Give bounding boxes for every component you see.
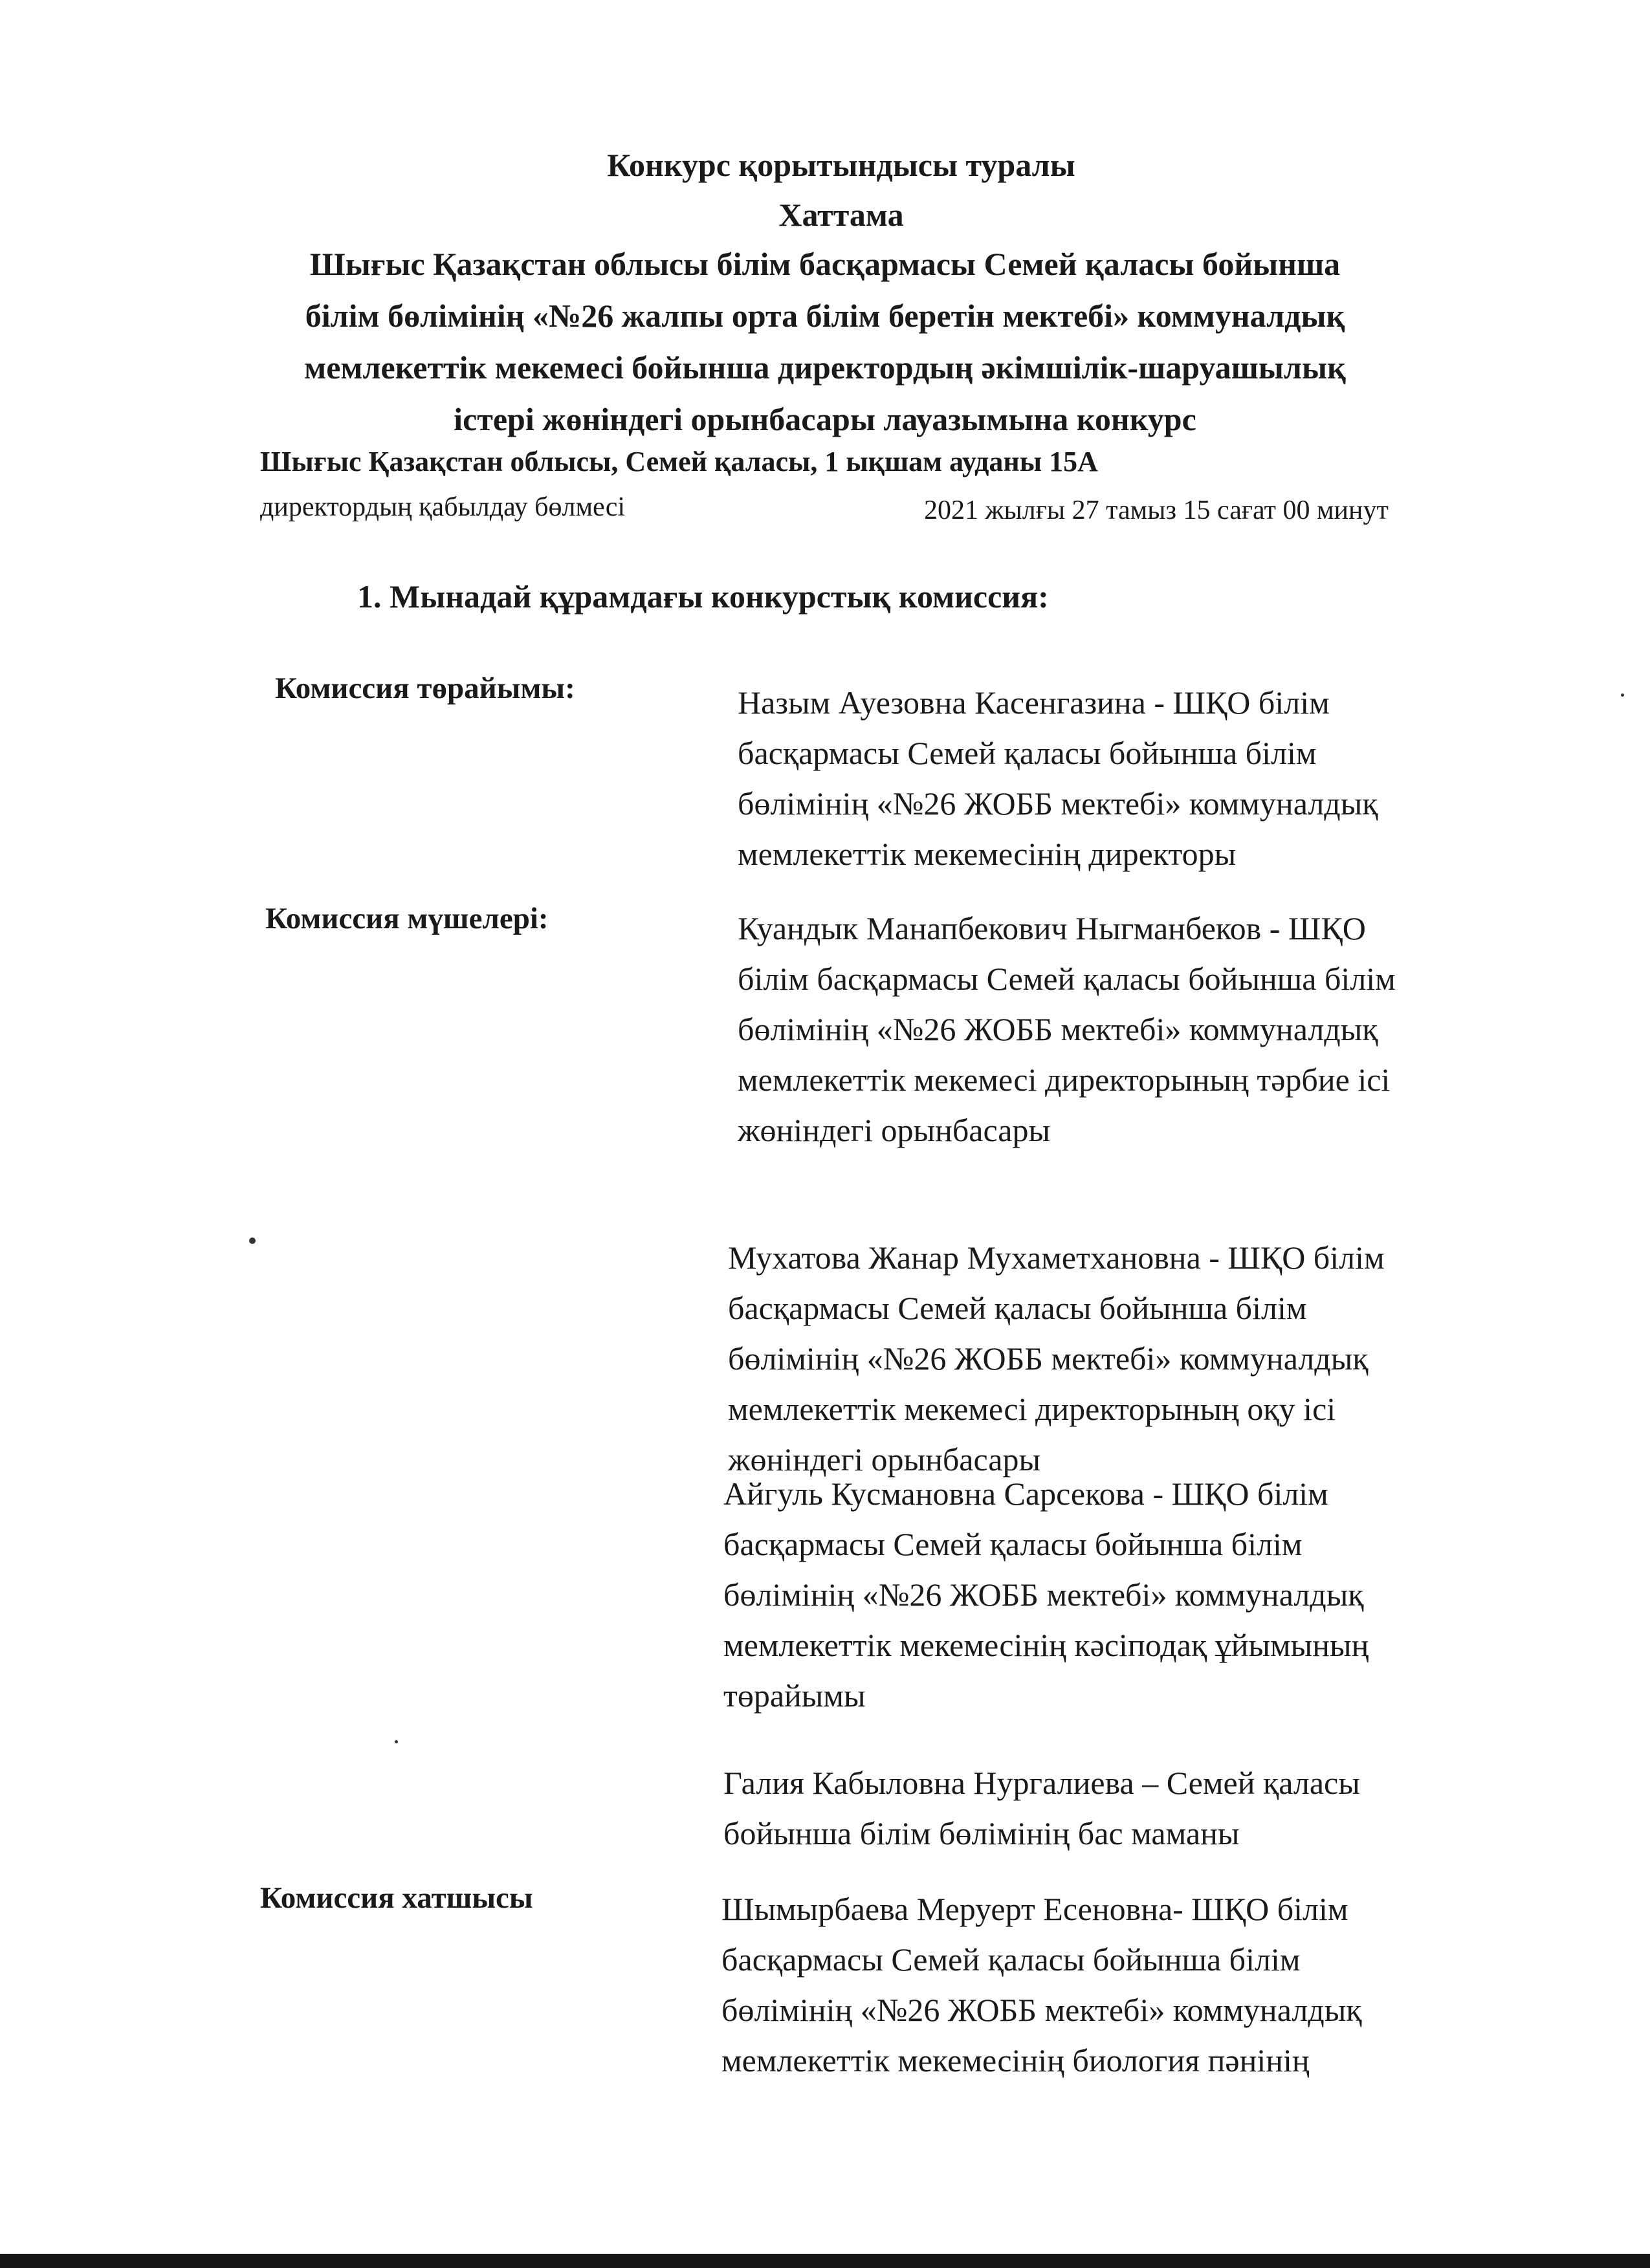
entry-line: Назым Ауезовна Касенгазина - ШҚО білім (738, 684, 1330, 721)
heading-line: Шығыс Қазақстан облысы білім басқармасы Семей қаласы бойынша (309, 246, 1341, 282)
member-entry (728, 1232, 1569, 1485)
meeting-datetime: 2021 жылғы 27 тамыз 15 сағат 00 минут (924, 496, 1389, 525)
address: Шығыс Қазақстан облысы, Семей қаласы, 1 ықшам ауданы 15А (260, 446, 1098, 477)
heading-line: істері жөніндегі орынбасары лауазымына конкурс (454, 401, 1196, 437)
entry-line: жөніндегі орынбасары (728, 1441, 1041, 1477)
section-title: 1. Мынадай құрамдағы конкурстық комиссия: (357, 578, 1049, 615)
entry-line: басқармасы Семей қаласы бойынша білім (723, 1526, 1303, 1562)
entry-line: бөлімінің «№26 ЖОББ мектебі» коммуналдық (738, 785, 1378, 822)
entry-line: Айгуль Кусмановна Сарсекова - ШҚО білім (723, 1476, 1328, 1512)
entry-line: мемлекеттік мекемесі директорының оқу ісі (728, 1391, 1336, 1427)
entry-line: мемлекеттік мекемесінің биология пәнінің (721, 2042, 1310, 2078)
secretary-entry (721, 1884, 1563, 2086)
scan-edge (0, 2254, 1650, 2268)
meeting-room: директордың қабылдау бөлмесі (260, 492, 626, 522)
heading-line: білім бөлімінің «№26 жалпы орта білім беретін мектебі» коммуналдық (305, 298, 1345, 334)
member-entry (723, 1468, 1565, 1721)
entry-line: бойынша білім бөлімінің бас маманы (723, 1815, 1240, 1851)
entry-line: Куандык Манапбекович Ныгманбеков - ШҚО (738, 910, 1366, 946)
entry-line: мемлекеттік мекемесінің директоры (738, 836, 1237, 872)
secretary-label: Комиссия хатшысы (260, 1881, 533, 1915)
entry-line: Шымырбаева Меруерт Есеновна- ШҚО білім (721, 1891, 1348, 1927)
protocol-title: Хаттама (778, 197, 904, 233)
scan-speck (1621, 693, 1624, 697)
scan-speck (249, 1238, 256, 1244)
contest-heading (194, 238, 1456, 445)
entry-line: басқармасы Семей қаласы бойынша білім (721, 1941, 1301, 1978)
scan-speck (395, 1740, 398, 1743)
entry-line: басқармасы Семей қаласы бойынша білім (728, 1290, 1307, 1326)
entry-line: Галия Кабыловна Нургалиева – Семей қаласы (723, 1765, 1360, 1801)
member-entry (738, 903, 1579, 1155)
entry-line: бөлімінің «№26 ЖОББ мектебі» коммуналдық (721, 1992, 1362, 2028)
heading-line: мемлекеттік мекемесі бойынша директордың әкімшілік-шаруашылық (304, 349, 1346, 386)
entry-line: білім басқармасы Семей қаласы бойынша білім (738, 961, 1396, 997)
entry-line: Мухатова Жанар Мухаметхановна - ШҚО білім (728, 1239, 1385, 1276)
member-entry (723, 1758, 1565, 1859)
entry-line: мемлекеттік мекемесі директорының тәрбие ісі (738, 1062, 1391, 1098)
protocol-subject: Конкурс қорытындысы туралы (607, 147, 1075, 183)
entry-line: басқармасы Семей қаласы бойынша білім (738, 735, 1317, 771)
chair-label: Комиссия төрайымы: (275, 671, 575, 705)
entry-line: жөніндегі орынбасары (738, 1112, 1051, 1148)
entry-line: төрайымы (723, 1677, 866, 1714)
members-label: Комиссия мүшелері: (265, 902, 549, 935)
entry-line: бөлімінің «№26 ЖОББ мектебі» коммуналдық (728, 1340, 1369, 1377)
entry-line: мемлекеттік мекемесінің кәсіподақ ұйымының (723, 1627, 1369, 1663)
entry-line: бөлімінің «№26 ЖОББ мектебі» коммуналдық (738, 1011, 1378, 1047)
entry-line: бөлімінің «№26 ЖОББ мектебі» коммуналдық (723, 1576, 1364, 1613)
chair-entry (738, 677, 1579, 879)
